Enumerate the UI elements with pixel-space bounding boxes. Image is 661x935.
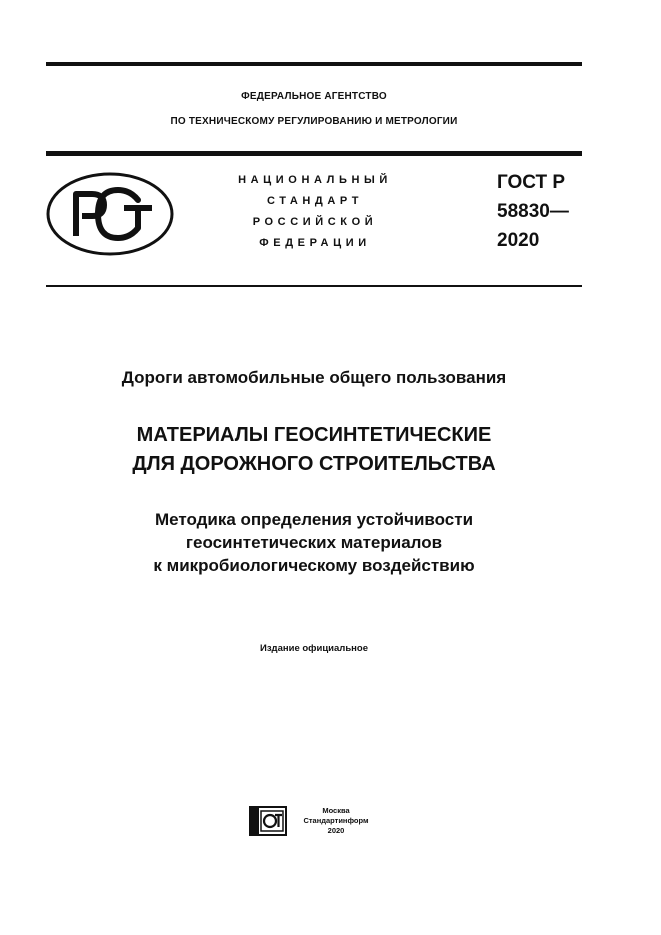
- header-rule: [46, 151, 582, 156]
- standard-type: [205, 170, 425, 254]
- publisher-city: Москва: [322, 806, 350, 815]
- publisher-name: Стандартинформ: [303, 816, 369, 825]
- document-subtitle: [46, 508, 582, 577]
- document-category: Дороги автомобильные общего пользования: [121, 368, 507, 387]
- title-line-2: ДЛЯ ДОРОЖНОГО СТРОИТЕЛЬСТВА: [132, 453, 496, 475]
- designation-line-3: 2020: [497, 230, 540, 251]
- rst-certification-mark-icon: [46, 172, 174, 256]
- edition-note: Издание официальное: [260, 643, 368, 654]
- publisher-block: [290, 806, 382, 836]
- designation-line-1: ГОСТ Р: [497, 172, 566, 193]
- publisher-year: 2020: [327, 826, 345, 835]
- standartinform-logo-icon: [249, 806, 287, 836]
- standard-block-rule: [46, 285, 582, 287]
- standard-type-line-1: НАЦИОНАЛЬНЫЙ: [238, 174, 392, 186]
- standard-type-line-3: РОССИЙСКОЙ: [252, 216, 378, 228]
- agency-line-1: ФЕДЕРАЛЬНОЕ АГЕНТСТВО: [241, 91, 387, 102]
- designation-line-2: 58830—: [497, 201, 569, 222]
- standard-type-line-2: СТАНДАРТ: [266, 195, 364, 207]
- agency-line-2: ПО ТЕХНИЧЕСКОМУ РЕГУЛИРОВАНИЮ И МЕТРОЛОГИИ: [170, 116, 458, 127]
- top-rule: [46, 62, 582, 66]
- subtitle-line-3: к микробиологическому воздействию: [153, 556, 475, 575]
- subtitle-line-1: Методика определения устойчивости: [154, 510, 474, 529]
- subtitle-line-2: геосинтетических материалов: [185, 533, 443, 552]
- document-title: [46, 421, 582, 479]
- standard-type-line-4: ФЕДЕРАЦИИ: [259, 237, 371, 249]
- title-line-1: МАТЕРИАЛЫ ГЕОСИНТЕТИЧЕСКИЕ: [136, 424, 492, 446]
- standard-designation: [497, 168, 569, 255]
